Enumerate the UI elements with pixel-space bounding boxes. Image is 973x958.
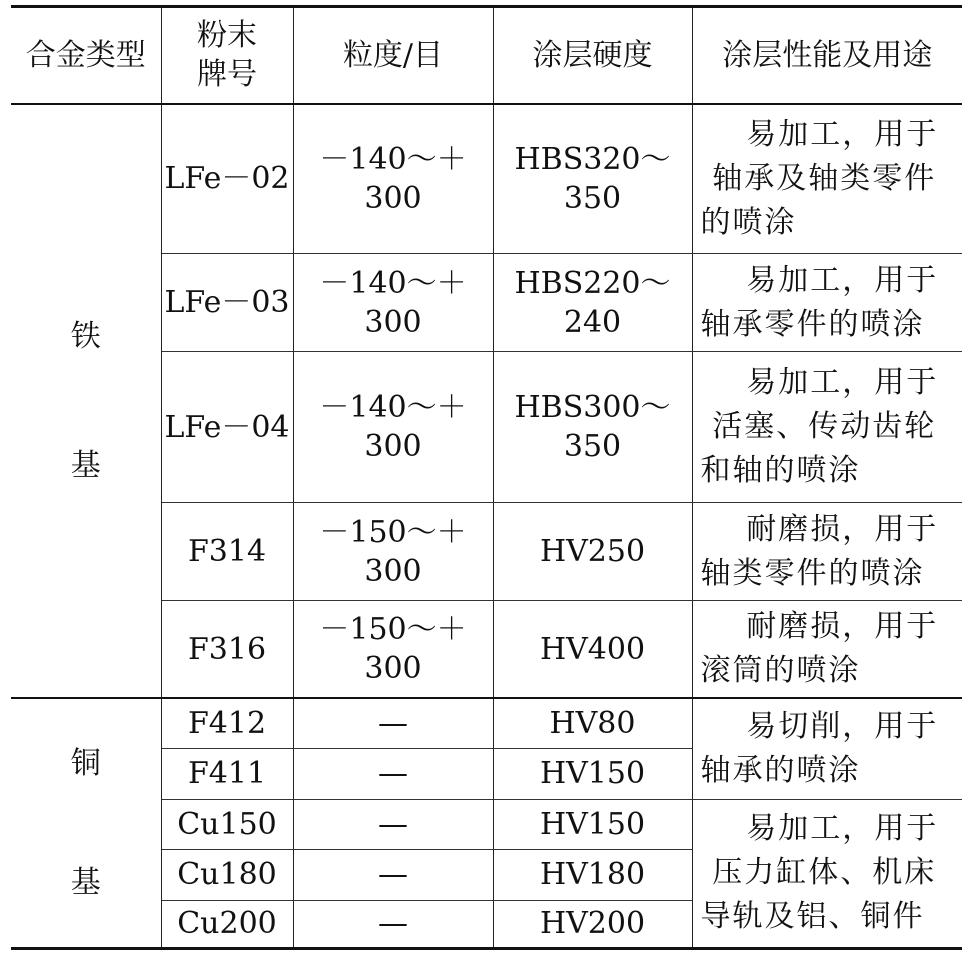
particle-size: －140～＋300 [293,254,493,352]
coating-use [692,503,962,601]
powder-grade: F412 [161,698,293,748]
header-row [11,7,962,104]
particle-size: －150～＋300 [293,503,493,601]
particle-size: — [293,799,493,849]
coating-use [692,352,962,503]
particle-size: — [293,900,493,949]
powder-grade: F314 [161,503,293,601]
powder-grade: LFe－04 [161,352,293,503]
coating-use-text: 易切削，用于轴承的喷涂 [700,709,939,789]
coating-use-text: 易加工，用于活塞、传动齿轮和轴的喷涂 [700,365,939,489]
particle-size: — [293,749,493,799]
header-particle-size: 粒度/目 [293,7,493,104]
header-coating-use: 涂层性能及用途 [692,7,962,104]
table-row [11,104,962,254]
coating-hardness: HV150 [493,749,692,799]
alloy-char: 基 [70,865,101,901]
coating-hardness: HV80 [493,698,692,748]
alloy-char: 铁 [70,318,101,354]
coating-use [692,254,962,352]
coating-use-text: 耐磨损，用于滚筒的喷涂 [700,609,939,689]
coating-hardness: HV400 [493,601,692,699]
coating-hardness: HV250 [493,503,692,601]
coating-hardness: HBS220～240 [493,254,692,352]
powder-grade: F316 [161,601,293,699]
coating-use-text: 易加工，用于轴承零件的喷涂 [700,262,939,342]
particle-size: — [293,698,493,748]
alloy-char: 铜 [70,746,101,782]
alloy-powder-table [11,5,962,950]
alloy-type-iron [11,104,161,699]
header-powder-grade [161,7,293,104]
powder-grade: LFe－03 [161,254,293,352]
particle-size: — [293,850,493,900]
alloy-char: 基 [70,447,101,483]
particle-size: －140～＋300 [293,104,493,254]
header-coating-hardness: 涂层硬度 [493,7,692,104]
coating-use-text: 易加工，用于压力缸体、机床导轨及铝、铜件 [700,811,939,935]
coating-hardness: HV180 [493,850,692,900]
header-powder-grade-line1: 粉末 [197,18,257,54]
coating-use [692,698,962,799]
coating-hardness: HV200 [493,900,692,949]
header-powder-grade-line2: 牌号 [197,57,257,93]
coating-use [692,601,962,699]
particle-size: －150～＋300 [293,601,493,699]
powder-grade: Cu180 [161,850,293,900]
header-alloy-type: 合金类型 [11,7,161,104]
powder-grade: LFe－02 [161,104,293,254]
coating-hardness: HBS300～350 [493,352,692,503]
coating-use [692,104,962,254]
coating-hardness: HBS320～350 [493,104,692,254]
powder-grade: F411 [161,749,293,799]
coating-use-text: 耐磨损，用于轴类零件的喷涂 [700,511,939,591]
table-row [11,698,962,748]
powder-grade: Cu150 [161,799,293,849]
coating-use [692,799,962,948]
coating-use-text: 易加工，用于轴承及轴类零件的喷涂 [700,116,939,240]
powder-grade: Cu200 [161,900,293,949]
particle-size: －140～＋300 [293,352,493,503]
coating-hardness: HV150 [493,799,692,849]
alloy-type-copper [11,698,161,948]
